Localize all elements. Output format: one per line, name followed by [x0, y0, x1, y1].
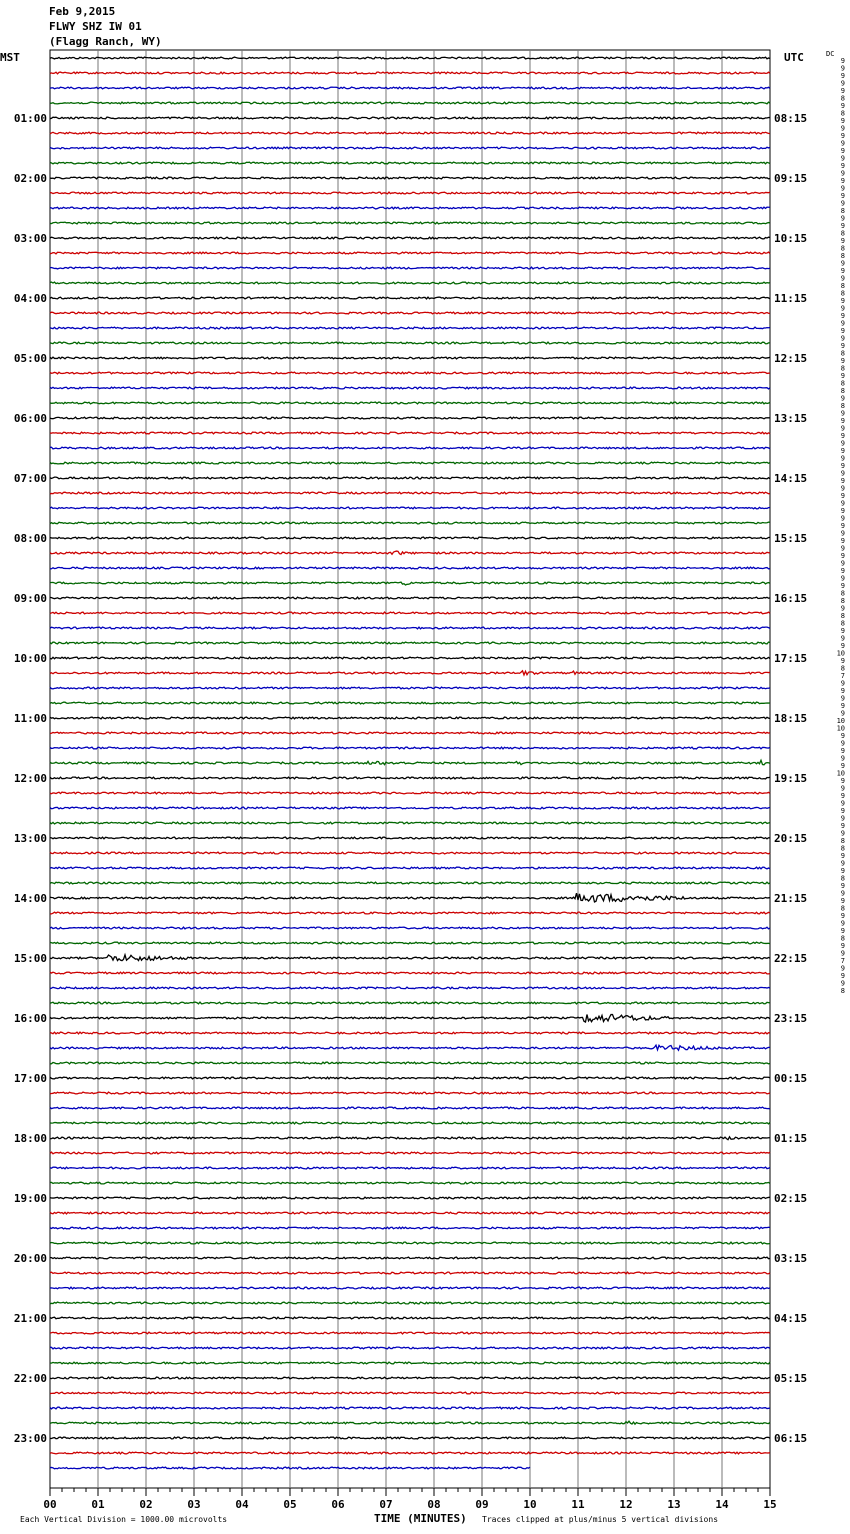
- right-hour-label: 15:15: [774, 532, 808, 545]
- seismic-trace-line: [50, 1302, 770, 1304]
- x-tick-label: 00: [43, 1498, 57, 1511]
- x-axis-label: TIME (MINUTES): [374, 1512, 467, 1525]
- x-tick-label: 14: [715, 1498, 729, 1511]
- dc-offset-value: 8: [840, 934, 845, 943]
- dc-offset-value: 8: [840, 252, 845, 260]
- seismic-trace-line: [50, 867, 770, 869]
- seismic-trace-line: [50, 687, 770, 689]
- seismic-trace-line: [50, 567, 770, 569]
- dc-offset-value: 9: [840, 139, 845, 148]
- seismic-trace-line: [50, 1152, 770, 1154]
- seismic-trace-line: [50, 955, 770, 961]
- dc-offset-value: 8: [840, 229, 845, 238]
- left-hour-label: 07:00: [13, 472, 47, 485]
- dc-offset-value: 9: [840, 184, 845, 193]
- seismic-trace-line: [50, 717, 770, 719]
- seismic-trace-line: [50, 1452, 770, 1454]
- dc-offset-value: 8: [840, 364, 845, 373]
- x-tick-label: 15: [763, 1498, 777, 1511]
- seismic-trace-line: [50, 327, 770, 329]
- seismic-trace-line: [50, 1242, 770, 1244]
- dc-offset-value: 8: [840, 589, 845, 598]
- dc-offset-value: 9: [840, 154, 845, 163]
- seismic-trace-line: [50, 1377, 770, 1379]
- seismic-trace-line: [50, 747, 770, 749]
- seismic-trace-line: [50, 87, 770, 89]
- dc-offset-value: 9: [840, 604, 845, 613]
- right-hour-label: 14:15: [774, 472, 808, 485]
- seismic-trace-line: [50, 312, 770, 314]
- dc-offset-value: 9: [840, 919, 845, 928]
- dc-offset-value: 8: [840, 109, 845, 118]
- dc-offset-value: 9: [840, 304, 845, 313]
- seismic-trace-line: [50, 893, 770, 902]
- seismic-trace-line: [50, 177, 770, 179]
- dc-offset-value: 9: [840, 312, 845, 320]
- dc-offset-value: 9: [840, 417, 845, 425]
- seismic-trace-line: [50, 372, 770, 374]
- seismic-trace-line: [50, 1197, 770, 1199]
- seismic-trace-line: [50, 702, 770, 704]
- x-tick-label: 09: [475, 1498, 489, 1511]
- dc-offset-value: 9: [840, 64, 845, 73]
- dc-offset-value: 9: [840, 867, 845, 875]
- dc-offset-value: 9: [840, 492, 845, 500]
- seismic-trace-line: [50, 282, 770, 284]
- dc-offset-value: 9: [840, 319, 845, 328]
- dc-offset-value: 9: [840, 859, 845, 868]
- dc-offset-value: 9: [840, 582, 845, 590]
- seismic-trace-line: [50, 492, 770, 494]
- dc-offset-value: 9: [840, 177, 845, 185]
- right-hour-label: 12:15: [774, 352, 808, 365]
- dc-offset-value: 9: [840, 132, 845, 140]
- seismic-trace-line: [50, 1077, 770, 1079]
- dc-offset-value: 9: [840, 522, 845, 530]
- dc-offset-value: 8: [840, 597, 845, 605]
- seismic-trace-line: [50, 1227, 770, 1229]
- left-hour-label: 19:00: [13, 1192, 47, 1205]
- dc-offset-value: 7: [840, 957, 845, 965]
- right-hour-label: 02:15: [774, 1192, 808, 1205]
- seismic-trace-line: [50, 342, 770, 344]
- dc-offset-value: 9: [840, 214, 845, 223]
- x-tick-label: 05: [283, 1498, 297, 1511]
- seismic-trace-line: [50, 132, 770, 134]
- dc-offset-value: 9: [840, 732, 845, 740]
- dc-offset-value: 9: [840, 979, 845, 988]
- dc-offset-value: 9: [840, 529, 845, 538]
- dc-offset-value: 9: [840, 709, 845, 718]
- dc-offset-value: 9: [840, 552, 845, 560]
- dc-offset-value: 9: [840, 267, 845, 275]
- x-tick-label: 13: [667, 1498, 681, 1511]
- seismic-trace-line: [50, 72, 770, 74]
- dc-header-label: DC: [826, 50, 835, 58]
- left-hour-label: 08:00: [13, 532, 47, 545]
- dc-offset-value: 8: [840, 837, 845, 845]
- dc-offset-value: 9: [840, 72, 845, 80]
- right-hour-label: 13:15: [774, 412, 808, 425]
- seismic-trace-line: [50, 462, 770, 464]
- seismic-trace-line: [50, 642, 770, 644]
- seismic-trace-line: [50, 1287, 770, 1289]
- dc-offset-value: 9: [840, 897, 845, 905]
- dc-offset-value: 9: [840, 327, 845, 335]
- dc-offset-value: 9: [840, 627, 845, 635]
- left-hour-label: 11:00: [13, 712, 47, 725]
- dc-offset-value: 9: [840, 334, 845, 343]
- seismic-trace-line: [50, 1362, 770, 1364]
- x-tick-label: 01: [91, 1498, 105, 1511]
- left-hour-label: 01:00: [13, 112, 47, 125]
- seismic-trace-line: [50, 882, 770, 884]
- seismic-trace-line: [50, 912, 770, 914]
- left-hour-label: 22:00: [13, 1372, 47, 1385]
- seismic-trace-line: [50, 162, 770, 164]
- seismic-trace-line: [50, 1107, 770, 1109]
- seismic-trace-line: [50, 1122, 770, 1124]
- left-hour-label: 10:00: [13, 652, 47, 665]
- seismic-trace-line: [50, 237, 770, 239]
- dc-offset-value: 9: [840, 882, 845, 890]
- dc-offset-value: 9: [840, 574, 845, 583]
- dc-offset-value: 9: [840, 559, 845, 568]
- dc-offset-value: 9: [840, 777, 845, 785]
- seismic-trace-line: [50, 1392, 770, 1394]
- dc-offset-value: 10: [836, 717, 845, 725]
- x-tick-label: 11: [571, 1498, 585, 1511]
- seismic-trace-line: [50, 1332, 770, 1334]
- dc-offset-value: 9: [840, 912, 845, 920]
- seismic-trace-line: [50, 1062, 770, 1064]
- dc-offset-value: 9: [840, 799, 845, 808]
- right-hour-label: 04:15: [774, 1312, 808, 1325]
- right-hour-label: 00:15: [774, 1072, 808, 1085]
- seismic-trace-line: [50, 57, 770, 59]
- dc-offset-value: 8: [840, 282, 845, 290]
- dc-offset-value: 8: [840, 379, 845, 388]
- x-tick-label: 12: [619, 1498, 633, 1511]
- right-hour-label: 01:15: [774, 1132, 808, 1145]
- seismic-trace-line: [50, 671, 770, 675]
- dc-offset-value: 9: [840, 807, 845, 815]
- dc-offset-value: 9: [840, 357, 845, 365]
- seismic-trace-line: [50, 732, 770, 734]
- seismic-trace-line: [50, 387, 770, 389]
- right-hour-label: 21:15: [774, 892, 808, 905]
- seismic-trace-line: [50, 357, 770, 359]
- dc-offset-value: 9: [840, 274, 845, 283]
- x-tick-label: 02: [139, 1498, 153, 1511]
- dc-offset-value: 9: [840, 447, 845, 455]
- dc-offset-value: 9: [840, 829, 845, 838]
- dc-offset-value: 9: [840, 79, 845, 88]
- right-hour-label: 23:15: [774, 1012, 808, 1025]
- seismic-trace-line: [50, 522, 770, 524]
- seismic-trace-line: [50, 777, 770, 779]
- seismic-trace-line: [50, 1014, 770, 1022]
- left-hour-label: 23:00: [13, 1432, 47, 1445]
- right-hour-label: 09:15: [774, 172, 808, 185]
- seismic-trace-line: [50, 612, 770, 614]
- dc-offset-value: 9: [840, 964, 845, 973]
- dc-offset-value: 9: [840, 544, 845, 553]
- left-hour-label: 17:00: [13, 1072, 47, 1085]
- dc-offset-value: 9: [840, 537, 845, 545]
- seismic-trace-line: [50, 792, 770, 794]
- left-timezone-label: MST: [0, 51, 20, 64]
- dc-offset-value: 9: [840, 432, 845, 440]
- seismic-trace-line: [50, 837, 770, 839]
- dc-offset-value: 9: [840, 297, 845, 305]
- seismic-trace-line: [50, 1092, 770, 1094]
- seismic-trace-line: [50, 657, 770, 659]
- dc-offset-value: 9: [840, 634, 845, 643]
- dc-offset-value: 9: [840, 814, 845, 823]
- dc-offset-value: 8: [840, 387, 845, 395]
- dc-offset-value: 9: [840, 567, 845, 575]
- right-hour-label: 17:15: [774, 652, 808, 665]
- dc-offset-value: 9: [840, 942, 845, 950]
- seismic-trace-line: [50, 207, 770, 209]
- dc-offset-value: 8: [840, 904, 845, 913]
- x-tick-label: 07: [379, 1498, 393, 1511]
- seismic-trace-line: [50, 1167, 770, 1169]
- seismic-trace-line: [50, 597, 770, 599]
- clip-note: Traces clipped at plus/minus 5 vertical divisions: [482, 1515, 719, 1524]
- station-location: (Flagg Ranch, WY): [49, 35, 162, 48]
- right-timezone-label: UTC: [784, 51, 804, 64]
- left-hour-label: 20:00: [13, 1252, 47, 1265]
- dc-offset-value: 9: [840, 469, 845, 478]
- seismic-trace-line: [50, 252, 770, 254]
- right-hour-label: 11:15: [774, 292, 808, 305]
- left-hour-label: 21:00: [13, 1312, 47, 1325]
- dc-offset-value: 9: [840, 117, 845, 125]
- left-hour-label: 02:00: [13, 172, 47, 185]
- dc-offset-value: 8: [840, 844, 845, 853]
- dc-offset-value: 8: [840, 874, 845, 883]
- seismic-trace-line: [50, 267, 770, 269]
- dc-offset-value: 10: [836, 724, 845, 733]
- seismic-trace-line: [50, 537, 770, 539]
- dc-offset-value: 9: [840, 754, 845, 763]
- dc-offset-value: 9: [840, 147, 845, 155]
- dc-offset-value: 9: [840, 792, 845, 800]
- dc-offset-value: 7: [840, 672, 845, 680]
- seismic-trace-line: [50, 972, 770, 974]
- right-hour-label: 20:15: [774, 832, 808, 845]
- right-hour-label: 05:15: [774, 1372, 808, 1385]
- seismic-trace-line: [50, 402, 770, 404]
- dc-offset-value: 9: [840, 694, 845, 703]
- seismic-trace-line: [50, 1317, 770, 1319]
- dc-offset-value: 10: [836, 769, 845, 778]
- dc-offset-value: 9: [840, 949, 845, 958]
- dc-offset-value: 9: [840, 124, 845, 133]
- seismic-trace-line: [50, 807, 770, 809]
- seismic-trace-line: [50, 222, 770, 224]
- dc-offset-value: 8: [840, 612, 845, 620]
- left-hour-label: 05:00: [13, 352, 47, 365]
- x-tick-label: 06: [331, 1498, 345, 1511]
- seismic-trace-line: [50, 760, 770, 765]
- dc-offset-value: 9: [840, 102, 845, 110]
- dc-offset-value: 9: [840, 409, 845, 418]
- dc-offset-value: 9: [840, 259, 845, 268]
- dc-offset-value: 9: [840, 889, 845, 898]
- dc-offset-value: 9: [840, 169, 845, 178]
- seismic-trace-line: [50, 822, 770, 824]
- seismic-trace-line: [50, 1272, 770, 1274]
- seismic-trace-line: [50, 447, 770, 449]
- dc-offset-value: 9: [840, 762, 845, 770]
- seismic-trace-line: [50, 432, 770, 434]
- left-hour-label: 15:00: [13, 952, 47, 965]
- seismic-trace-line: [50, 987, 770, 989]
- dc-offset-value: 10: [836, 649, 845, 658]
- seismic-trace-line: [50, 927, 770, 929]
- x-tick-label: 10: [523, 1498, 537, 1511]
- dc-offset-value: 8: [840, 402, 845, 410]
- seismic-trace-line: [50, 507, 770, 509]
- seismic-trace-line: [50, 1137, 770, 1140]
- seismic-trace-line: [50, 417, 770, 419]
- left-hour-label: 16:00: [13, 1012, 47, 1025]
- dc-offset-value: 8: [840, 244, 845, 253]
- seismic-trace-line: [50, 1257, 770, 1259]
- dc-offset-value: 9: [840, 642, 845, 650]
- dc-offset-value: 9: [840, 162, 845, 170]
- seismic-trace-line: [50, 1212, 770, 1214]
- dc-offset-value: 9: [840, 199, 845, 208]
- station-code: FLWY SHZ IW 01: [49, 20, 142, 33]
- dc-offset-value: 9: [840, 394, 845, 403]
- left-hour-label: 04:00: [13, 292, 47, 305]
- seismic-trace-line: [50, 1437, 770, 1439]
- dc-offset-value: 9: [840, 679, 845, 688]
- seismic-trace-line: [50, 477, 770, 479]
- left-hour-label: 14:00: [13, 892, 47, 905]
- seismic-trace-line: [50, 627, 770, 629]
- dc-offset-value: 9: [840, 927, 845, 935]
- right-hour-label: 19:15: [774, 772, 808, 785]
- dc-offset-value: 9: [840, 852, 845, 860]
- dc-offset-value: 9: [840, 192, 845, 200]
- dc-offset-value: 8: [840, 289, 845, 298]
- left-hour-label: 06:00: [13, 412, 47, 425]
- dc-offset-value: 9: [840, 57, 845, 65]
- seismic-trace-line: [50, 582, 770, 585]
- dc-offset-value: 9: [840, 822, 845, 830]
- plot-date: Feb 9,2015: [49, 5, 116, 18]
- x-tick-label: 08: [427, 1498, 441, 1511]
- dc-offset-value: 8: [840, 207, 845, 215]
- seismic-trace-line: [50, 551, 770, 554]
- dc-offset-value: 9: [840, 507, 845, 515]
- right-hour-label: 18:15: [774, 712, 808, 725]
- dc-offset-value: 9: [840, 424, 845, 433]
- seismic-trace-line: [50, 1182, 770, 1184]
- left-hour-label: 09:00: [13, 592, 47, 605]
- seismic-trace-line: [50, 1032, 770, 1034]
- dc-offset-value: 9: [840, 514, 845, 523]
- dc-offset-value: 9: [840, 372, 845, 380]
- left-hour-label: 03:00: [13, 232, 47, 245]
- dc-offset-value: 9: [840, 462, 845, 470]
- seismic-trace-line: [50, 1407, 770, 1409]
- dc-offset-value: 9: [840, 972, 845, 980]
- seismic-trace-line: [50, 117, 770, 119]
- dc-offset-value: 9: [840, 237, 845, 245]
- right-hour-label: 10:15: [774, 232, 808, 245]
- scale-note: Each Vertical Division = 1000.00 microvolts: [20, 1515, 228, 1524]
- dc-offset-value: 8: [840, 619, 845, 628]
- seismic-trace-line: [50, 102, 770, 104]
- dc-offset-value: 9: [840, 484, 845, 493]
- dc-offset-value: 9: [840, 87, 845, 95]
- dc-offset-value: 9: [840, 702, 845, 710]
- dc-offset-value: 8: [840, 664, 845, 673]
- right-hour-label: 08:15: [774, 112, 808, 125]
- dc-offset-value: 9: [840, 454, 845, 463]
- dc-offset-value: 9: [840, 739, 845, 748]
- seismic-trace-line: [50, 192, 770, 194]
- dc-offset-value: 8: [840, 987, 845, 995]
- x-tick-label: 04: [235, 1498, 249, 1511]
- seismic-trace-line: [50, 1045, 770, 1050]
- dc-offset-value: 9: [840, 747, 845, 755]
- right-hour-label: 16:15: [774, 592, 808, 605]
- dc-offset-value: 9: [840, 439, 845, 448]
- left-hour-label: 18:00: [13, 1132, 47, 1145]
- right-hour-label: 03:15: [774, 1252, 808, 1265]
- right-hour-label: 22:15: [774, 952, 808, 965]
- dc-offset-value: 8: [840, 349, 845, 358]
- dc-offset-value: 9: [840, 687, 845, 695]
- dc-offset-value: 9: [840, 499, 845, 508]
- seismic-trace-line: [50, 852, 770, 854]
- seismic-trace-line: [50, 1347, 770, 1349]
- seismic-trace-line: [50, 1421, 770, 1424]
- dc-offset-value: 9: [840, 342, 845, 350]
- left-hour-label: 12:00: [13, 772, 47, 785]
- seismic-trace-line: [50, 1002, 770, 1004]
- dc-offset-value: 9: [840, 784, 845, 793]
- dc-offset-value: 9: [840, 477, 845, 485]
- seismic-trace-line: [50, 942, 770, 944]
- left-hour-label: 13:00: [13, 832, 47, 845]
- seismic-trace-line: [50, 147, 770, 149]
- seismic-trace-line: [50, 297, 770, 299]
- dc-offset-value: 8: [840, 94, 845, 103]
- dc-offset-value: 9: [840, 657, 845, 665]
- x-tick-label: 03: [187, 1498, 201, 1511]
- dc-offset-value: 9: [840, 222, 845, 230]
- right-hour-label: 06:15: [774, 1432, 808, 1445]
